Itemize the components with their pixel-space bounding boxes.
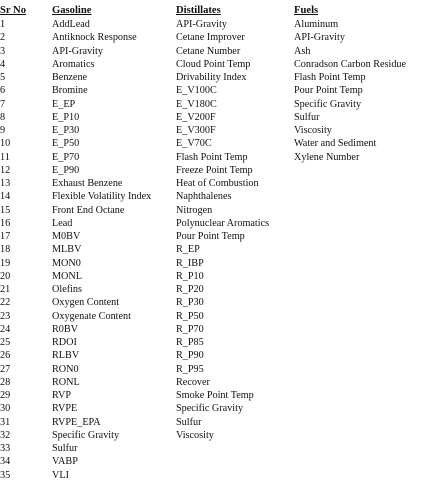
cell-distillates: Viscosity (176, 429, 214, 441)
cell-sr-no: 9 (0, 125, 6, 136)
cell-gasoline: E_EP (52, 98, 76, 110)
table-row (0, 177, 422, 190)
cell-sr-no: 8 (0, 111, 6, 123)
cell-sr-no: 12 (0, 164, 11, 176)
cell-gasoline: Oxygen Content (52, 297, 120, 309)
table-row (0, 323, 422, 336)
cell-distillates: R_IBP (176, 257, 204, 269)
cell-fuels (294, 283, 422, 296)
cell-distillates: Cloud Point Temp (176, 58, 251, 70)
table-row (0, 151, 422, 164)
cell-gasoline: Specific Gravity (52, 429, 120, 441)
table-row (0, 45, 422, 58)
cell-fuels (294, 270, 422, 283)
cell-fuels: Sulfur (294, 111, 320, 123)
cell-fuels: Water and Sediment (294, 138, 377, 150)
cell-sr-no: 19 (0, 257, 11, 269)
cell-fuels (294, 363, 422, 376)
cell-distillates: Nitrogen (176, 204, 213, 216)
table-row (0, 124, 422, 137)
cell-distillates (176, 442, 294, 455)
cell-fuels (294, 469, 422, 482)
cell-gasoline: API-Gravity (52, 45, 103, 57)
cell-fuels (294, 310, 422, 323)
cell-sr-no: 26 (0, 350, 11, 362)
cell-gasoline: Exhaust Benzene (52, 178, 123, 189)
cell-gasoline: E_P30 (52, 125, 80, 136)
cell-distillates (176, 469, 294, 482)
cell-distillates: R_P20 (176, 284, 204, 295)
cell-distillates: E_V70C (176, 138, 212, 150)
cell-gasoline: R0BV (52, 323, 79, 335)
cell-sr-no: 30 (0, 403, 11, 415)
cell-gasoline: RVPE_EPA (52, 416, 101, 428)
cell-distillates (176, 455, 294, 468)
cell-sr-no: 10 (0, 138, 11, 150)
table-row (0, 389, 422, 402)
header-fuels: Fuels (294, 5, 319, 16)
table-row (0, 429, 422, 442)
cell-sr-no: 18 (0, 244, 11, 256)
cell-fuels (294, 230, 422, 243)
header-row (0, 4, 422, 18)
cell-distillates: R_EP (176, 244, 200, 256)
cell-fuels (294, 243, 422, 256)
cell-sr-no: 7 (0, 98, 6, 110)
cell-gasoline: RON0 (52, 363, 79, 375)
property-table-sheet (0, 4, 422, 482)
cell-sr-no: 34 (0, 456, 11, 468)
cell-distillates: Smoke Point Temp (176, 390, 254, 401)
cell-fuels (294, 323, 422, 336)
cell-gasoline: RLBV (52, 350, 80, 362)
cell-sr-no: 22 (0, 297, 11, 309)
cell-gasoline: AddLead (52, 19, 90, 30)
table-row (0, 84, 422, 97)
cell-fuels (294, 429, 422, 442)
cell-distillates: E_V180C (176, 98, 217, 110)
cell-distillates: Flash Point Temp (176, 151, 248, 163)
cell-fuels (294, 455, 422, 468)
table-row (0, 336, 422, 349)
cell-fuels: Aluminum (294, 19, 339, 30)
cell-gasoline: E_P90 (52, 164, 80, 176)
cell-sr-no: 35 (0, 469, 11, 481)
cell-gasoline: VLI (52, 469, 69, 481)
cell-fuels (294, 217, 422, 230)
table-row (0, 270, 422, 283)
table-row (0, 376, 422, 389)
cell-fuels: API-Gravity (294, 32, 345, 44)
cell-fuels (294, 257, 422, 270)
cell-fuels (294, 376, 422, 389)
table-row (0, 455, 422, 468)
table-row (0, 296, 422, 309)
table-row (0, 257, 422, 270)
cell-fuels: Viscosity (294, 125, 332, 136)
table-row (0, 31, 422, 44)
cell-gasoline: RVPE (52, 403, 78, 415)
cell-sr-no: 4 (0, 58, 6, 70)
cell-sr-no: 14 (0, 191, 11, 203)
cell-sr-no: 15 (0, 204, 11, 216)
cell-sr-no: 29 (0, 390, 11, 401)
cell-gasoline: RONL (52, 376, 80, 388)
cell-gasoline: MON0 (52, 257, 81, 269)
cell-fuels (294, 336, 422, 349)
cell-distillates: E_V200F (176, 111, 216, 123)
table-row (0, 190, 422, 203)
cell-distillates: Cetane Number (176, 45, 241, 57)
cell-fuels: Specific Gravity (294, 98, 362, 110)
table-body (0, 18, 422, 482)
cell-fuels (294, 442, 422, 455)
cell-sr-no: 24 (0, 323, 11, 335)
table-row (0, 204, 422, 217)
cell-gasoline: MONL (52, 270, 82, 282)
table-row (0, 164, 422, 177)
cell-sr-no: 27 (0, 363, 11, 375)
cell-gasoline: Lead (52, 217, 73, 229)
cell-distillates: API-Gravity (176, 19, 227, 30)
table-header (0, 4, 422, 18)
table-row (0, 137, 422, 150)
cell-sr-no: 2 (0, 32, 6, 44)
cell-distillates: R_P95 (176, 363, 204, 375)
cell-gasoline: RVP (52, 390, 72, 401)
table-row (0, 217, 422, 230)
header-sr-no: Sr No (0, 5, 26, 16)
cell-sr-no: 1 (0, 19, 6, 30)
cell-fuels (294, 296, 422, 309)
cell-distillates: Specific Gravity (176, 403, 244, 415)
cell-distillates: Pour Point Temp (176, 231, 245, 242)
cell-sr-no: 23 (0, 310, 11, 322)
cell-gasoline: M0BV (52, 231, 81, 242)
cell-sr-no: 21 (0, 284, 11, 295)
cell-fuels (294, 416, 422, 429)
cell-fuels (294, 349, 422, 362)
cell-distillates: Cetane Improver (176, 32, 245, 44)
cell-distillates: R_P90 (176, 350, 204, 362)
table-row (0, 18, 422, 31)
table-row (0, 363, 422, 376)
cell-fuels (294, 164, 422, 177)
cell-fuels (294, 177, 422, 190)
cell-sr-no: 11 (0, 151, 10, 163)
cell-gasoline: E_P70 (52, 151, 80, 163)
cell-gasoline: Flexible Volatility Index (52, 191, 152, 203)
cell-gasoline: VABP (52, 456, 78, 468)
cell-sr-no: 25 (0, 337, 11, 348)
cell-distillates: Heat of Combustion (176, 178, 259, 189)
cell-distillates: R_P30 (176, 297, 204, 309)
cell-gasoline: E_P50 (52, 138, 80, 150)
property-table (0, 4, 422, 482)
cell-sr-no: 31 (0, 416, 11, 428)
cell-distillates: R_P85 (176, 337, 204, 348)
header-distillates: Distillates (176, 5, 221, 16)
cell-gasoline: Front End Octane (52, 204, 125, 216)
cell-distillates: R_P50 (176, 310, 204, 322)
cell-fuels (294, 389, 422, 402)
table-row (0, 111, 422, 124)
cell-distillates: E_V300F (176, 125, 216, 136)
cell-distillates: R_P10 (176, 270, 204, 282)
cell-distillates: E_V100C (176, 85, 217, 97)
cell-sr-no: 32 (0, 429, 11, 441)
table-row (0, 58, 422, 71)
table-row (0, 416, 422, 429)
cell-gasoline: E_P10 (52, 111, 80, 123)
cell-gasoline: Sulfur (52, 443, 78, 454)
cell-fuels (294, 402, 422, 415)
cell-distillates: Freeze Point Temp (176, 164, 253, 176)
cell-fuels (294, 190, 422, 203)
cell-sr-no: 20 (0, 270, 11, 282)
cell-fuels: Ash (294, 45, 311, 57)
cell-sr-no: 3 (0, 45, 6, 57)
cell-distillates: Polynuclear Aromatics (176, 217, 270, 229)
cell-sr-no: 6 (0, 85, 6, 97)
cell-gasoline: Aromatics (52, 58, 95, 70)
cell-fuels (294, 204, 422, 217)
table-row (0, 349, 422, 362)
cell-gasoline: MLBV (52, 244, 82, 256)
cell-distillates: R_P70 (176, 323, 204, 335)
table-row (0, 98, 422, 111)
header-gasoline: Gasoline (52, 5, 92, 16)
table-row (0, 230, 422, 243)
cell-fuels: Conradson Carbon Residue (294, 58, 407, 70)
cell-distillates: Recover (176, 376, 210, 388)
cell-fuels: Xylene Number (294, 151, 360, 163)
cell-sr-no: 17 (0, 231, 11, 242)
cell-sr-no: 33 (0, 443, 11, 454)
table-row (0, 243, 422, 256)
table-row (0, 283, 422, 296)
table-row (0, 310, 422, 323)
cell-gasoline: Benzene (52, 72, 88, 83)
cell-sr-no: 13 (0, 178, 11, 189)
cell-distillates: Drivability Index (176, 72, 247, 83)
cell-gasoline: Antiknock Response (52, 32, 137, 44)
cell-fuels: Flash Point Temp (294, 72, 366, 83)
cell-sr-no: 28 (0, 376, 11, 388)
table-row (0, 402, 422, 415)
cell-sr-no: 5 (0, 72, 6, 83)
cell-gasoline: Oxygenate Content (52, 310, 131, 322)
cell-distillates: Sulfur (176, 416, 202, 428)
cell-sr-no: 16 (0, 217, 11, 229)
table-row (0, 469, 422, 482)
table-row (0, 442, 422, 455)
cell-gasoline: RDOI (52, 337, 77, 348)
cell-gasoline: Bromine (52, 85, 88, 97)
cell-gasoline: Olefins (52, 284, 82, 295)
cell-fuels: Pour Point Temp (294, 85, 363, 97)
cell-distillates: Naphthalenes (176, 191, 232, 203)
table-row (0, 71, 422, 84)
